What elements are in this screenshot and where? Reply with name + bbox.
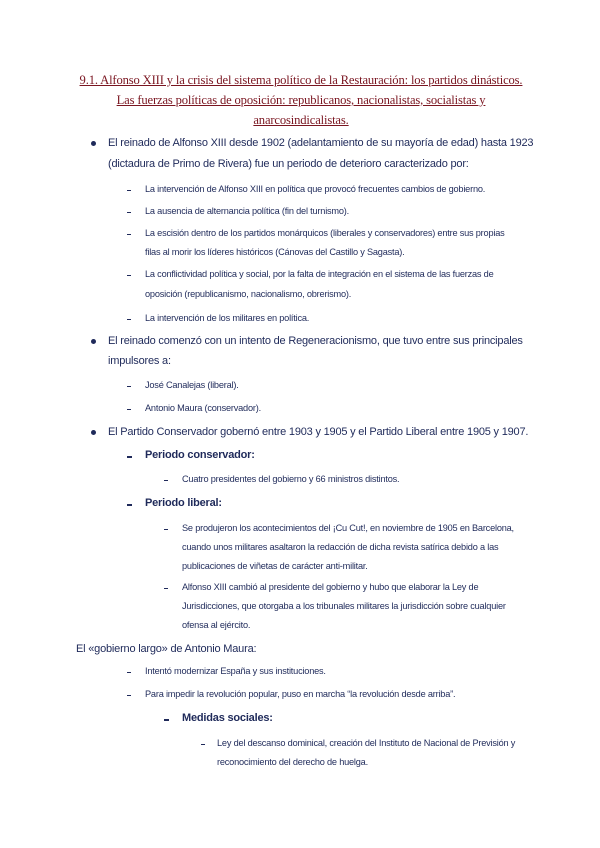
list-item: Antonio Maura (conservador). bbox=[145, 403, 261, 413]
dash-icon bbox=[201, 744, 205, 745]
list-item: Ley del descanso dominical, creación del Instituto de Nacional de Previsión y bbox=[217, 738, 516, 748]
list-item: filas al morir los líderes históricos (Cánovas del Castillo y Sagasta). bbox=[145, 247, 405, 257]
dash-icon bbox=[164, 480, 168, 481]
list-item: cuando unos militares asaltaron la redacción de dicha revista satírica debido a las bbox=[182, 542, 499, 552]
dash-icon bbox=[127, 456, 132, 458]
dash-icon bbox=[127, 504, 132, 506]
list-item: Para impedir la revolución popular, puso en marcha “la revolución desde arriba”. bbox=[145, 689, 456, 699]
list-item: La intervención de Alfonso XIII en política que provocó frecuentes cambios de gobierno. bbox=[145, 184, 486, 194]
paragraph-line: El reinado de Alfonso XIII desde 1902 (adelantamiento de su mayoría de edad) hasta 1923 bbox=[108, 137, 534, 149]
paragraph-line: El Partido Conservador gobernó entre 1903 y 1905 y el Partido Liberal entre 1905 y 1907. bbox=[108, 426, 529, 438]
list-item: publicaciones de viñetas de carácter anti-militar. bbox=[182, 561, 368, 571]
dash-icon bbox=[127, 212, 131, 213]
paragraph-line: impulsores a: bbox=[108, 355, 171, 367]
paragraph-line: (dictadura de Primo de Rivera) fue un periodo de deterioro caracterizado por: bbox=[108, 158, 469, 170]
dash-icon bbox=[127, 190, 131, 191]
bullet-icon bbox=[91, 430, 96, 435]
dash-icon bbox=[127, 275, 131, 276]
section-heading: El «gobierno largo» de Antonio Maura: bbox=[76, 643, 257, 655]
list-item: Jurisdicciones, que otorgaba a los tribunales militares la jurisdicción sobre cualquier bbox=[182, 601, 506, 611]
dash-icon bbox=[164, 588, 168, 589]
dash-icon bbox=[127, 386, 131, 387]
list-item: La escisión dentro de los partidos monárquicos (liberales y conservadores) entre sus propias bbox=[145, 228, 505, 238]
section-heading: Medidas sociales: bbox=[182, 712, 273, 724]
list-item: reconocimiento del derecho de huelga. bbox=[217, 757, 368, 767]
list-item: Intentó modernizar España y sus instituciones. bbox=[145, 666, 326, 676]
list-item: Alfonso XIII cambió al presidente del gobierno y hubo que elaborar la Ley de bbox=[182, 582, 479, 592]
dash-icon bbox=[127, 672, 131, 673]
section-heading: Periodo conservador: bbox=[145, 449, 255, 461]
paragraph-line: El reinado comenzó con un intento de Regeneracionismo, que tuvo entre sus principales bbox=[108, 335, 523, 347]
list-item: oposición (republicanismo, nacionalismo, obrerismo). bbox=[145, 289, 352, 299]
bullet-icon bbox=[91, 141, 96, 146]
dash-icon bbox=[164, 719, 169, 721]
dash-icon bbox=[127, 409, 131, 410]
dash-icon bbox=[127, 319, 131, 320]
list-item: ofensa al ejército. bbox=[182, 620, 251, 630]
dash-icon bbox=[164, 529, 168, 530]
list-item: La ausencia de alternancia política (fin del turnismo). bbox=[145, 206, 350, 216]
list-item: José Canalejas (liberal). bbox=[145, 380, 239, 390]
dash-icon bbox=[127, 234, 131, 235]
list-item: Se produjeron los acontecimientos del ¡Cu Cut!, en noviembre de 1905 en Barcelona, bbox=[182, 523, 514, 533]
bullet-icon bbox=[91, 339, 96, 344]
list-item: La intervención de los militares en política. bbox=[145, 313, 310, 323]
section-heading: Periodo liberal: bbox=[145, 497, 222, 509]
page-title: 9.1. Alfonso XIII y la crisis del sistema político de la Restauración: los partidos dinásticos. Las fuerzas políticas de oposición: republicanos, nacionalistas, socialistas y anarcosindicalistas. bbox=[79, 73, 523, 127]
dash-icon bbox=[127, 695, 131, 696]
list-item: La conflictividad política y social, por la falta de integración en el sistema de las fuerzas de bbox=[145, 269, 494, 279]
list-item: Cuatro presidentes del gobierno y 66 ministros distintos. bbox=[182, 474, 400, 484]
